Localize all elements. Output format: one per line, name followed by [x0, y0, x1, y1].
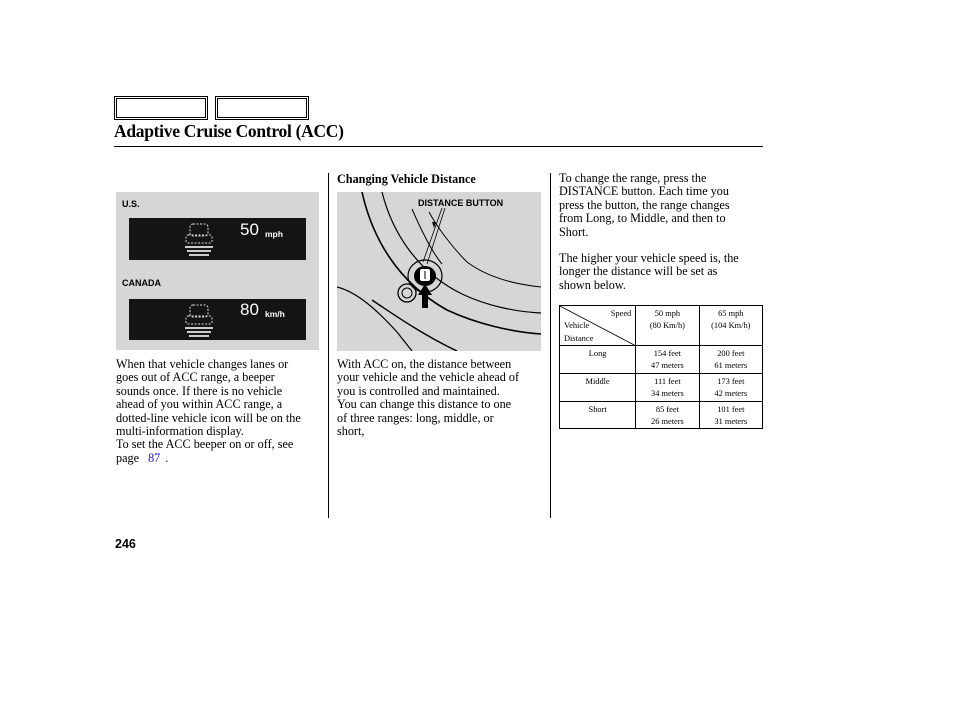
canada-speed-unit: km/h: [265, 309, 285, 319]
table-header-row: [560, 306, 763, 346]
table-header-cell: [699, 306, 762, 346]
text-line: shown below.: [559, 277, 626, 292]
table-cell: [699, 373, 762, 401]
cell-line: 200 feet: [717, 349, 745, 358]
right-paragraph-2: [559, 252, 765, 292]
nav-box-left[interactable]: [114, 96, 208, 120]
text-line: The higher your vehicle speed is, the: [559, 251, 739, 265]
cell-line: 42 meters: [714, 389, 748, 399]
text-line: short,: [337, 424, 365, 439]
cell-line: 111 feet: [654, 376, 681, 386]
text-line: you is controlled and maintained.: [337, 383, 500, 398]
table-cell: [699, 401, 762, 429]
us-speed-value: 50: [240, 220, 259, 239]
column-divider-2: [550, 173, 551, 518]
column-divider-1: [328, 173, 329, 518]
header-distance: Distance: [564, 334, 594, 343]
text-line: sounds once. If there is no vehicle: [116, 383, 283, 398]
row-label: Middle: [560, 373, 636, 401]
section-heading: Changing Vehicle Distance: [337, 172, 476, 186]
text-line: of three ranges: long, middle, or: [337, 410, 494, 425]
us-speed-unit: mph: [265, 229, 283, 239]
us-label: U.S.: [122, 199, 140, 209]
text-line: To set the ACC beeper on or off, see: [116, 437, 294, 452]
table-cell: [699, 346, 762, 374]
page-number: 246: [115, 537, 136, 551]
text-line: Short.: [559, 224, 589, 239]
middle-paragraph: [337, 358, 549, 438]
right-paragraph-1: [559, 172, 765, 239]
cell-line: (80 Km/h): [649, 321, 685, 331]
row-label: Short: [560, 401, 636, 429]
text-line: your vehicle and the vehicle ahead of: [337, 370, 520, 385]
table-cell: [636, 401, 699, 429]
header-rule: [114, 146, 763, 147]
row-label: Long: [560, 346, 636, 374]
page-ref-prefix: page: [116, 450, 140, 465]
table-header-cell: [636, 306, 699, 346]
cell-line: (104 Km/h): [711, 321, 751, 331]
header-vehicle: Vehicle: [564, 321, 590, 330]
page-reference: [116, 452, 326, 465]
text-line: dotted-line vehicle icon will be on the: [116, 410, 301, 425]
text-line: ahead of you within ACC range, a: [116, 397, 283, 412]
text-line: To change the range, press the: [559, 171, 707, 185]
page-title: Adaptive Cruise Control (ACC): [114, 121, 344, 141]
text-line: multi-information display.: [116, 424, 244, 439]
header-speed: Speed: [610, 309, 632, 318]
text-line: from Long, to Middle, and then to: [559, 211, 726, 226]
page-ref-link[interactable]: 87: [148, 450, 161, 465]
cell-line: 61 meters: [714, 361, 748, 371]
cell-line: 34 meters: [651, 389, 684, 399]
text-line: You can change this distance to one: [337, 397, 512, 412]
table-row: [560, 401, 763, 429]
distance-button-figure: [337, 192, 541, 351]
canada-speed-value: 80: [240, 300, 259, 319]
table-row: [560, 346, 763, 374]
page-ref-suffix: .: [165, 450, 169, 465]
text-line: press the button, the range changes: [559, 197, 730, 212]
us-display: [129, 218, 306, 260]
distance-range-table: [559, 305, 763, 429]
cell-line: 65 mph: [718, 309, 744, 318]
table-corner-cell: [560, 306, 636, 346]
table-cell: [636, 346, 699, 374]
figure-callout-label: DISTANCE BUTTON: [418, 198, 504, 208]
cell-line: 26 meters: [651, 417, 684, 427]
cell-line: 101 feet: [717, 404, 745, 414]
cell-line: 47 meters: [651, 361, 684, 371]
cell-line: 50 mph: [654, 309, 681, 318]
cell-line: 173 feet: [717, 376, 745, 386]
text-line: longer the distance will be set as: [559, 264, 718, 279]
nav-box-right[interactable]: [215, 96, 309, 120]
table-cell: [636, 373, 699, 401]
table-row: [560, 373, 763, 401]
canada-label: CANADA: [122, 278, 161, 288]
left-paragraph: [116, 358, 326, 465]
text-line: DISTANCE button. Each time you: [559, 184, 729, 199]
cell-line: 31 meters: [714, 417, 748, 427]
cell-line: 85 feet: [655, 404, 679, 414]
display-figure: [116, 192, 319, 350]
text-line: With ACC on, the distance between: [337, 357, 512, 371]
text-line: When that vehicle changes lanes or: [116, 357, 289, 371]
text-line: goes out of ACC range, a beeper: [116, 370, 275, 385]
cell-line: 154 feet: [653, 349, 682, 358]
canada-display: [129, 299, 306, 340]
